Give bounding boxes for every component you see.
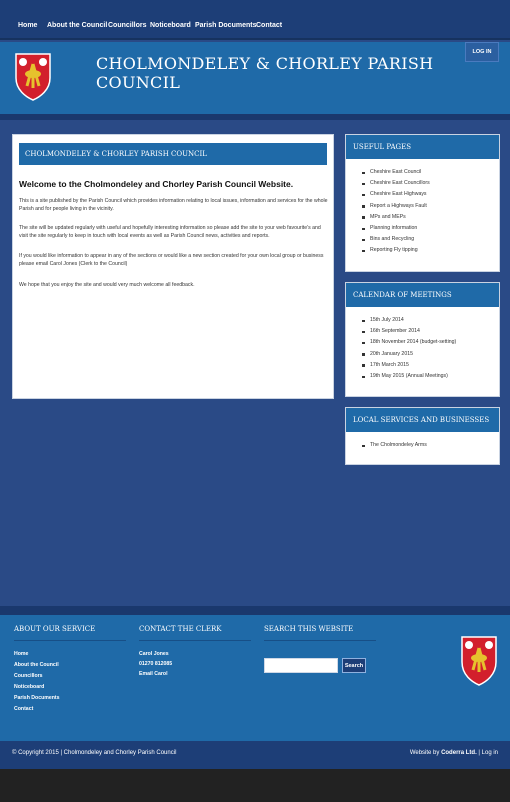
footer-link-councillors[interactable]: Councillors [14, 673, 43, 679]
login-button[interactable]: LOG IN [465, 42, 499, 62]
content-heading: CHOLMONDELEY & CHORLEY PARISH COUNCIL [19, 143, 327, 165]
footer-about-column [14, 625, 126, 715]
footer-link-contact[interactable]: Contact [14, 706, 34, 712]
list-item[interactable]: Cheshire East Highways [362, 189, 499, 200]
list-item[interactable]: The Cholmondeley Arms [362, 440, 499, 451]
useful-pages-heading: USEFUL PAGES [346, 135, 499, 159]
top-navigation [0, 0, 510, 40]
footer-search-column [264, 625, 376, 669]
footer-login-link[interactable]: Log in [481, 750, 498, 756]
list-item[interactable]: MPs and MEPs [362, 212, 499, 223]
local-services-widget [345, 407, 500, 465]
council-crest-icon[interactable] [14, 52, 52, 102]
footer-crest-icon [460, 635, 498, 687]
page-bottom [0, 769, 510, 802]
footer-link-home[interactable]: Home [14, 651, 29, 657]
footer-contact-heading: CONTACT THE CLERK [139, 625, 251, 641]
contact-paragraph: If you would like information to appear in any of the sections or would like a new section created for your own local group or business please email Carol Jones (Clerk to the Council) [19, 253, 324, 267]
footer-contact-column [139, 625, 251, 679]
website-credit [410, 750, 498, 756]
list-item[interactable]: Cheshire East Councillors [362, 178, 499, 189]
nav-about-the-council[interactable]: About the Council [47, 22, 108, 29]
meetings-heading: CALENDAR OF MEETINGS [346, 283, 499, 307]
list-item[interactable]: Report a Highways Fault [362, 201, 499, 212]
list-item[interactable]: 15th July 2014 [362, 315, 499, 326]
copyright-text: © Copyright 2015 | Cholmondeley and Chorley Parish Council [12, 750, 177, 756]
nav-noticeboard[interactable]: Noticeboard [150, 22, 191, 29]
nav-parish-documents[interactable]: Parish Documents [195, 22, 257, 29]
list-item[interactable]: Planning information [362, 223, 499, 234]
useful-pages-widget [345, 134, 500, 272]
footer-link-about[interactable]: About the Council [14, 662, 59, 668]
updates-paragraph: The site will be updated regularly with useful and hopefully interesting information so please add the site to your web favourite's and visit the site regularly to keep in touch with local events as well as Parish Council news, activities and reports. [19, 225, 321, 239]
list-item[interactable]: 19th May 2015 (Annual Meetings) [362, 371, 499, 382]
feedback-paragraph: We hope that you enjoy the site and would very much welcome all feedback. [19, 282, 195, 288]
local-services-heading: LOCAL SERVICES AND BUSINESSES [346, 408, 499, 432]
site-header [0, 42, 510, 114]
nav-home[interactable]: Home [18, 22, 38, 29]
nav-councillors[interactable]: Councillors [108, 22, 147, 29]
clerk-phone: 01270 812085 [139, 661, 173, 667]
list-item[interactable]: Reporting Fly tipping [362, 245, 499, 256]
credit-separator: | [476, 750, 482, 756]
clerk-name: Carol Jones [139, 651, 169, 657]
footer-about-heading: ABOUT OUR SERVICE [14, 625, 126, 641]
meetings-calendar-widget [345, 282, 500, 397]
footer-divider [0, 606, 510, 615]
footer-link-parish-documents[interactable]: Parish Documents [14, 695, 60, 701]
main-content-panel [12, 134, 334, 399]
search-button[interactable]: Search [342, 658, 366, 673]
site-footer [0, 615, 510, 741]
email-clerk-link[interactable]: Email Carol [139, 671, 168, 677]
list-item[interactable]: 16th September 2014 [362, 326, 499, 337]
list-item[interactable]: 18th November 2014 (budget-setting) [362, 337, 499, 348]
header-divider [0, 114, 510, 120]
list-item[interactable]: Bins and Recycling [362, 234, 499, 245]
nav-contact[interactable]: Contact [256, 22, 283, 29]
footer-search-heading: SEARCH THIS WEBSITE [264, 625, 376, 641]
list-item[interactable]: Cheshire East Council [362, 167, 499, 178]
site-title[interactable]: CHOLMONDELEY & CHORLEY PARISH COUNCIL [96, 54, 434, 92]
search-input[interactable] [264, 658, 338, 673]
list-item[interactable]: 20th January 2015 [362, 349, 499, 360]
footer-link-noticeboard[interactable]: Noticeboard [14, 684, 45, 690]
credit-company-link[interactable]: Coderra Ltd. [441, 750, 477, 756]
welcome-heading: Welcome to the Cholmondeley and Chorley Parish Council Website. [19, 179, 294, 189]
intro-paragraph: This is a site published by the Parish Council which provides information relating to local issues, information and services for the whole Parish and for people living in the vicinity. [19, 198, 328, 212]
credit-prefix: Website by [409, 750, 442, 756]
list-item[interactable]: 17th March 2015 [362, 360, 499, 371]
bottom-bar [0, 741, 510, 769]
